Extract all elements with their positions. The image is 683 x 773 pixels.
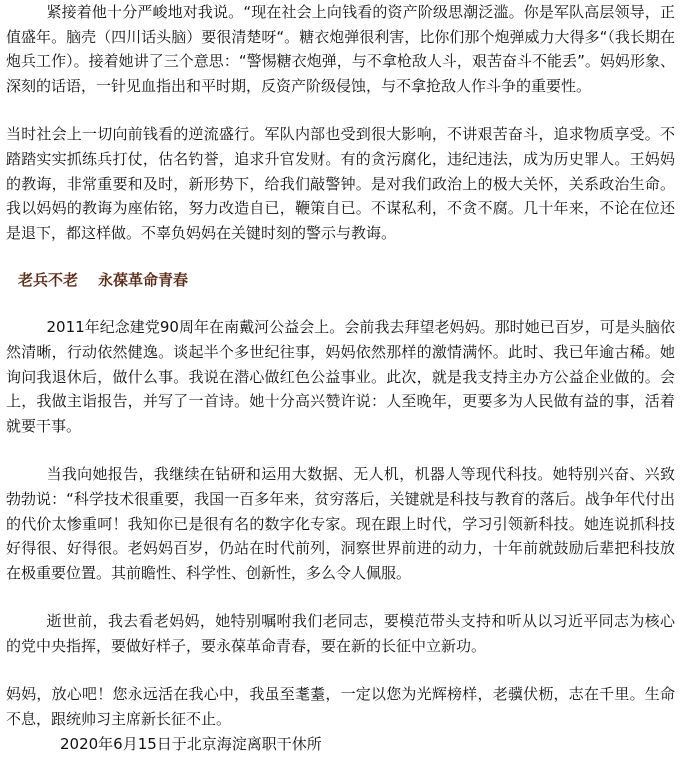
paragraph-tribute: 妈妈，放心吧！您永远活在我心中，我虽至耄耋，一定以您为光辉榜样，老骥伏枥，志在千里。生命不息，跟统帅习主席新长征不止。 bbox=[6, 685, 675, 729]
section-heading bbox=[6, 267, 675, 293]
paragraph-final-visit: 逝世前，我去看老妈妈，她特别嘱咐我们老同志，要模范带头支持和听从以习近平同志为核心的党中央指挥，要做好样子，要永葆革命青春，要在新的长征中立新功。 bbox=[6, 612, 675, 655]
paragraph-social-trends: 当时社会上一切向前钱看的逆流盛行。军队内部也受到很大影响，不讲艰苦奋斗，追求物质享受。不踏踏实实抓练兵打仗，估名钓誉，追求升官发财。有的贪污腐化，违纪违法，成为历史罪人。王妈妈的教诲，非常重要和及时，新形势下，给我们敲警钟。是对我们政治上的极大关怀，关系政治生命。我以妈妈的教诲为座佑铭，努力改造自已，鞭策自已。不谋私利，不贪不腐。几十年来，不论在位还是退下，都这样做。不辜负妈妈在关键时刻的警示与教诲。 bbox=[6, 125, 675, 242]
signature-date-place: 2020年6月15日于北京海淀离职干休所 bbox=[60, 734, 322, 753]
paragraph-spacer bbox=[6, 658, 675, 682]
paragraph-technology: 当我向她报告，我继续在钻研和运用大数据、无人机，机器人等现代科技。她特别兴奋、兴致勃勃说：“科学技术很重要，我国一百多年来，贫穷落后，关键就是科技与教育的落后。战争年代付出的代价太惨重呵！我知你已是很有名的数字化专家。现在跟上时代，学习引领新科技。她连说抓科技好得很、好得很。老妈妈百岁，仍站在时代前列，洞察世界前进的动力，十年前就鼓励后辈把科技放在极重要位置。其前瞻性、科学性、创新性，多么令人佩服。 bbox=[6, 465, 675, 582]
paragraph-spacer bbox=[6, 98, 675, 122]
paragraph-anniversary-meeting: 2011年纪念建党90周年在南戴河公益会上。会前我去拜望老妈妈。那时她已百岁，可是头脑依然清晰，行动依然健逸。谈起半个多世纪往事，妈妈依然那样的激情满怀。此时、我已年逾古稀。她询问我退休后，做什么事。我说在潜心做红色公益事业。此次，就是我支持主办方公益企业做的。会上，我做主诣报告，并写了一首诗。她十分高兴赞许说：人至晚年，更要多为人民做有益的事，活着就要干事。 bbox=[6, 318, 675, 435]
section-heading-part1: 老兵不老 bbox=[18, 271, 79, 290]
paragraph-warning: 紧接着他十分严峻地对我说。“现在社会上向钱看的资产阶级思潮泛滥。你是军队高层领导，正值盛年。脑壳（四川话头脑）要很清楚呀“。糖衣炮弹很利害，比你们那个炮弹威力大得多“（我长期在炮兵工作）。接着她讲了三个意思：“警惕糖衣炮弹，与不拿枪敌人斗，艰苦奋斗不能丢”。妈妈形象、深刻的话语，一针见血指出和平时期，反资产阶级侵蚀，与不拿抢敌人作斗争的重要性。 bbox=[6, 3, 675, 95]
paragraph-spacer bbox=[6, 245, 675, 267]
paragraph-spacer bbox=[6, 438, 675, 462]
section-heading-part2: 永葆革命青春 bbox=[98, 271, 189, 290]
paragraph-spacer bbox=[6, 293, 675, 315]
paragraph-spacer bbox=[6, 585, 675, 609]
